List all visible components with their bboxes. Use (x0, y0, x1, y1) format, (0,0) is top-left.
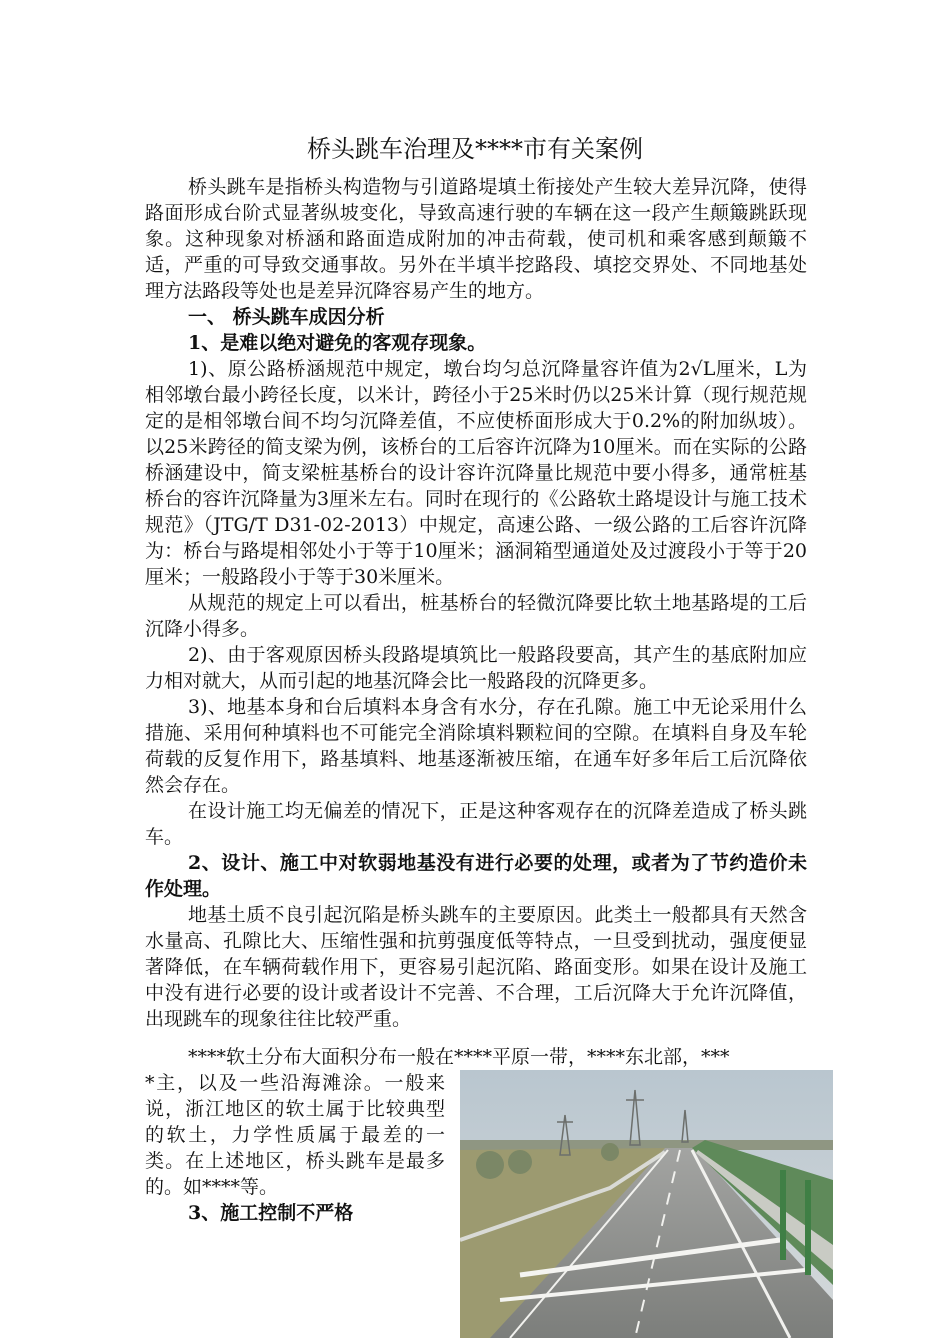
intro-paragraph: 桥头跳车是指桥头构造物与引道路堤填土衔接处产生较大差异沉降，使得路面形成台阶式显著纵坡变化，导致高速行驶的车辆在这一段产生颠簸跳跃现象。这种现象对桥涵和路面造成附加的冲击荷载，使司机和乘客感到颠簸不适，严重的可导致交通事故。另外在半填半挖路段、填挖交界处、不同地基处理方法路段等处也是差异沉降容易产生的地方。 (145, 176, 807, 302)
subsection-heading-2: 2、设计、施工中对软弱地基没有进行必要的处理，或者为了节约造价未作处理。 (145, 852, 807, 900)
paragraph-1-4: 3)、地基本身和台后填料本身含有水分，存在孔隙。施工中无论采用什么措施、采用何种填料也不可能完全消除填料颗粒间的空隙。在填料自身及车轮荷载的反复作用下，路基填料、地基逐渐被压缩，在通车好多年后工后沉降依然会存在。 (145, 696, 807, 796)
highway-photo (460, 1070, 833, 1338)
paragraph-2-2-rest: *主，以及一些沿海滩涂。一般来说，浙江地区的软土属于比较典型的软土，力学性质属于最差的一类。在上述地区，桥头跳车是最多的。如****等。 (145, 1072, 445, 1198)
paragraph-1-1: 1)、原公路桥涵规范中规定，墩台均匀总沉降量容许值为2√L厘米，L为相邻墩台最小跨径长度，以米计，跨径小于25米时仍以25米计算（现行规范规定的是相邻墩台间不均匀沉降差值，不应使桥面形成大于0.2%的附加纵坡）。以25米跨径的简支梁为例，该桥台的工后容许沉降为10厘米。而在实际的公路桥涵建设中，简支梁桩基桥台的设计容许沉降量比规范中要小得多，通常桩基桥台的容许沉降量为3厘米左右。同时在现行的《公路软土路堤设计与施工技术规范》（JTG/T D31-02-2013）中规定，高速公路、一级公路的工后容许沉降为：桥台与路堤相邻处小于等于10厘米；涵洞箱型通道处及过渡段小于等于20厘米；一般路段小于等于30米厘米。 (145, 358, 807, 588)
paragraph-2-2-first-line: ****软土分布大面积分布一般在****平原一带，****东北部，*** (188, 1046, 730, 1068)
section-heading-1: 一、 桥头跳车成因分析 (188, 306, 385, 328)
highway-photo-image (460, 1070, 833, 1338)
paragraph-2-1: 地基土质不良引起沉陷是桥头跳车的主要原因。此类土一般都具有天然含水量高、孔隙比大、压缩性强和抗剪强度低等特点，一旦受到扰动，强度便显著降低，在车辆荷载作用下，更容易引起沉陷、路面变形。如果在设计及施工中没有进行必要的设计或者设计不完善、不合理，工后沉降大于允许沉降值，出现跳车的现象往往比较严重。 (145, 904, 807, 1030)
document-title: 桥头跳车治理及****市有关案例 (307, 135, 643, 163)
document-body (145, 174, 807, 1032)
paragraph-1-2: 从规范的规定上可以看出，桩基桥台的轻微沉降要比软土地基路堤的工后沉降小得多。 (145, 592, 807, 640)
paragraph-1-3: 2)、由于客观原因桥头段路堤填筑比一般路段要高，其产生的基底附加应力相对就大，从而引起的地基沉降会比一般路段的沉降更多。 (145, 644, 807, 692)
wrapped-text-column (145, 1070, 445, 1226)
subsection-heading-1: 1、是难以绝对避免的客观存现象。 (188, 332, 487, 354)
subsection-heading-3: 3、施工控制不严格 (188, 1202, 354, 1224)
paragraph-1-5: 在设计施工均无偏差的情况下，正是这种客观存在的沉降差造成了桥头跳车。 (145, 800, 807, 848)
